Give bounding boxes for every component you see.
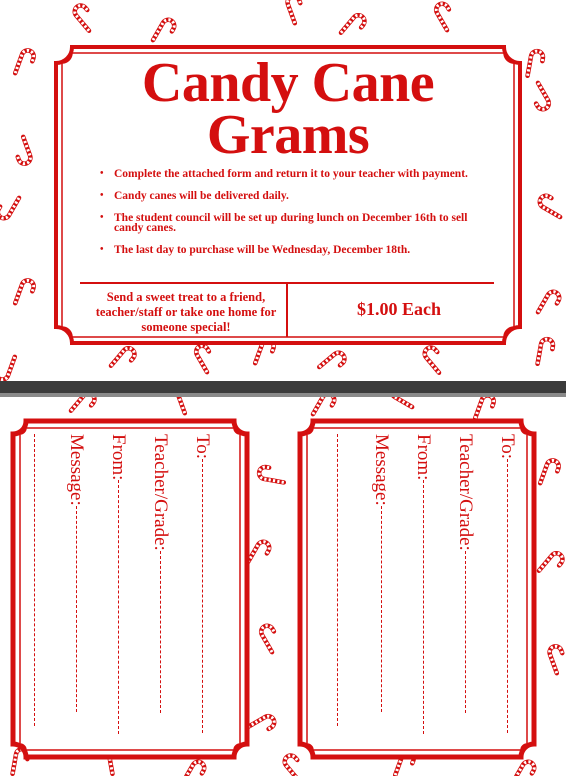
candy-cane-icon <box>528 50 544 78</box>
candy-cane-icon <box>183 760 206 776</box>
candy-cane-icon <box>286 0 306 23</box>
from-label: From: <box>108 434 129 481</box>
candy-cane-icon <box>259 624 282 653</box>
teacher-grade-field[interactable] <box>455 434 475 744</box>
message-field[interactable] <box>66 434 86 744</box>
bullet-item: • Complete the attached form and return it to your teacher with payment. <box>104 169 494 179</box>
candy-cane-icon <box>548 645 566 674</box>
from-label: From: <box>413 434 434 481</box>
flyer-title-line1: Candy Cane <box>141 52 435 114</box>
teacher-grade-label: Teacher/Grade: <box>455 434 476 551</box>
candy-cane-icon <box>248 714 277 737</box>
message-line <box>381 506 382 712</box>
candy-cane-icon <box>538 338 554 366</box>
candy-cane-icon <box>72 3 98 31</box>
candy-cane-icon <box>540 459 560 488</box>
teacher-grade-field[interactable] <box>150 434 170 744</box>
bullet-item: • The last day to purchase will be Wednesday, December 18th. <box>104 245 494 255</box>
to-line <box>507 459 508 733</box>
to-field[interactable] <box>192 434 212 744</box>
flyer-title-line2: Grams <box>206 104 370 166</box>
to-label: To: <box>192 434 213 460</box>
candy-cane-icon <box>15 49 35 78</box>
message-extra-line[interactable] <box>327 434 347 744</box>
to-label: To: <box>497 434 518 460</box>
candy-cane-icon <box>538 290 561 319</box>
candy-gram-card <box>297 418 537 760</box>
bullet-item: • Candy canes will be delivered daily. <box>104 191 494 201</box>
candy-cane-icon <box>258 466 286 482</box>
candy-cane-icon <box>434 2 457 31</box>
message-line <box>76 506 77 712</box>
candy-cane-icon <box>194 344 217 373</box>
from-field[interactable] <box>413 434 433 744</box>
candy-cane-icon <box>0 353 15 382</box>
to-line <box>202 459 203 733</box>
to-field[interactable] <box>497 434 517 744</box>
price-label: $1.00 Each <box>356 299 441 319</box>
teacher-grade-line <box>160 551 161 713</box>
from-line <box>423 480 424 734</box>
candy-cane-icon <box>422 345 448 373</box>
candy-cane-icon <box>153 18 176 47</box>
candy-cane-icon <box>0 192 19 221</box>
candy-gram-card <box>10 418 250 760</box>
message-field[interactable] <box>371 434 391 744</box>
flyer-bullet-list <box>104 169 494 267</box>
message-extra-line[interactable] <box>24 434 44 744</box>
message-label: Message: <box>371 434 392 506</box>
bullet-item: • The student council will be set up during lunch on December 16th to sell candy canes. <box>104 213 494 233</box>
candy-cane-icon <box>528 83 551 112</box>
candy-cane-icon <box>538 194 566 217</box>
candy-cane-icon <box>539 551 565 579</box>
candy-cane-icon <box>341 13 367 41</box>
candy-cane-icon <box>15 279 35 308</box>
teacher-grade-line <box>465 551 466 713</box>
from-field[interactable] <box>108 434 128 744</box>
message-label: Message: <box>66 434 87 506</box>
message-line <box>34 434 35 726</box>
candy-cane-icon <box>12 137 32 166</box>
candy-cane-icon <box>513 760 536 776</box>
candy-cane-icon <box>319 350 347 376</box>
flyer-ticket <box>54 45 522 345</box>
card-frame <box>10 418 250 760</box>
cut-divider <box>0 381 566 393</box>
divider-shadow <box>0 393 566 397</box>
footer-tagline: Send a sweet treat to a friend, teacher/staff or take one home for someone special! <box>95 290 277 334</box>
candy-cane-icon <box>111 346 137 374</box>
teacher-grade-label: Teacher/Grade: <box>150 434 171 551</box>
candy-cane-icon <box>248 540 271 569</box>
message-line <box>337 434 338 726</box>
from-line <box>118 480 119 734</box>
